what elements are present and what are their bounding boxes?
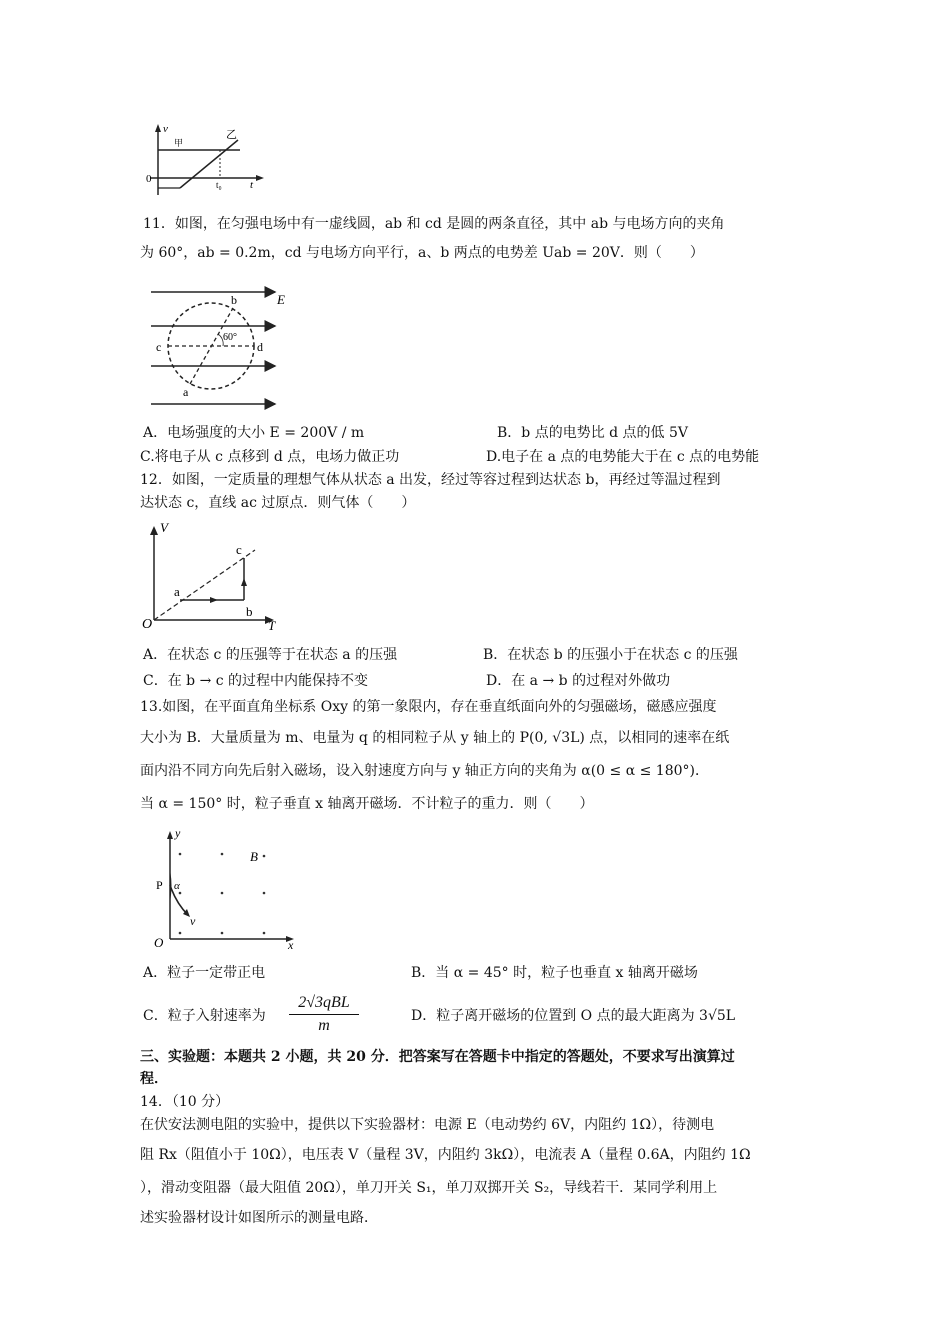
- q13-fig-P: P: [156, 878, 163, 892]
- vt-x-label: t: [250, 179, 254, 191]
- q12-fig-T: T: [268, 618, 276, 632]
- q13-fig-y: y: [175, 826, 181, 840]
- q11-fig-b: b: [231, 293, 237, 307]
- q14-line4: 述实验器材设计如图所示的测量电路．: [140, 1210, 378, 1226]
- q12-vt-figure: [140, 520, 285, 632]
- q13-fig-v: v: [190, 914, 196, 928]
- q11-fig-E: E: [277, 292, 285, 307]
- q11-fig-c: c: [156, 340, 162, 354]
- fraction-denominator: m: [318, 1017, 330, 1034]
- q11-fig-angle: 60°: [223, 332, 237, 343]
- q13-stem-line3: 面内沿不同方向先后射入磁场，设入射速度方向与 y 轴正方向的夹角为 α(0 ≤ α ≤ 180°)．: [140, 763, 709, 779]
- q12-option-b: B．在状态 b 的压强小于在状态 c 的压强: [483, 647, 738, 663]
- q11-stem-line2: 为 60°，ab = 0.2m，cd 与电场方向平行，a、b 两点的电势差 Uab = 20V．则（ ）: [140, 245, 704, 261]
- q12-fig-a: a: [174, 584, 180, 599]
- fraction-numerator: 2√3qBL: [289, 994, 359, 1015]
- q13-option-c-prefix: C．粒子入射速率为: [143, 1008, 266, 1024]
- q11-option-d: D.电子在 a 点的电势能大于在 c 点的电势能: [486, 449, 760, 465]
- q11-stem-line1: 11．如图，在匀强电场中有一虚线圆，ab 和 cd 是圆的两条直径，其中 ab 与电场方向的夹角: [143, 216, 725, 232]
- q14-line3: ），滑动变阻器（最大阻值 20Ω），单刀开关 S₁，单刀双掷开关 S₂，导线若干．某同学利用上: [140, 1180, 718, 1196]
- vt-origin-label: 0: [146, 173, 152, 185]
- section3-heading-line1: 三、实验题：本题共 2 小题，共 20 分．把答案写在答题卡中指定的答题处，不要求写出演算过: [140, 1049, 735, 1065]
- q13-fig-B: B: [250, 849, 258, 864]
- q14-line2: 阻 Rx（阻值小于 10Ω），电压表 V（量程 3V，内阻约 3kΩ），电流表 A（量程 0.6A，内阻约 1Ω: [140, 1147, 751, 1163]
- q12-fig-V: V: [160, 520, 168, 535]
- vt-graph-figure: [140, 120, 270, 200]
- q13-stem-line1: 13.如图，在平面直角坐标系 Oxy 的第一象限内，存在垂直纸面向外的匀强磁场，磁感应强度: [140, 699, 717, 715]
- q13-option-c-fraction: [289, 994, 359, 1035]
- q12-option-c: C．在 b → c 的过程中内能保持不变: [143, 673, 369, 689]
- q14-line1: 在伏安法测电阻的实验中，提供以下实验器材：电源 E（电动势约 6V，内阻约 1Ω），待测电: [140, 1117, 715, 1133]
- q11-fig-d: d: [257, 340, 263, 354]
- q11-field-figure: [145, 284, 295, 410]
- q11-option-b: B．b 点的电势比 d 点的低 5V: [497, 425, 689, 441]
- q12-option-d: D．在 a → b 的过程对外做功: [486, 673, 671, 689]
- q13-stem-line4: 当 α = 150° 时，粒子垂直 x 轴离开磁场．不计粒子的重力．则（ ）: [140, 796, 594, 812]
- q13-option-b: B．当 α = 45° 时，粒子也垂直 x 轴离开磁场: [411, 965, 698, 981]
- q11-option-c: C.将电子从 c 点移到 d 点，电场力做正功: [140, 449, 400, 465]
- q13-fig-O: O: [154, 935, 164, 950]
- q13-stem-line2: 大小为 B．大量质量为 m、电量为 q 的相同粒子从 y 轴上的 P(0, √3L) 点，以相同的速率在纸: [140, 730, 730, 746]
- q13-field-figure: [150, 823, 310, 951]
- q13-option-a: A．粒子一定带正电: [143, 965, 266, 981]
- q11-option-a: A．电场强度的大小 E = 200V / m: [143, 425, 365, 441]
- q12-fig-O: O: [142, 617, 153, 632]
- q14-heading: 14．（10 分）: [140, 1094, 230, 1110]
- q11-fig-a: a: [183, 385, 189, 399]
- section3-heading-line2: 程．: [140, 1071, 168, 1087]
- q13-fig-x: x: [288, 938, 294, 951]
- q12-option-a: A．在状态 c 的压强等于在状态 a 的压强: [143, 647, 398, 663]
- vt-line2-label: 乙: [226, 129, 237, 141]
- q13-fig-alpha: α: [174, 880, 180, 892]
- vt-line1-label: 甲: [174, 138, 184, 148]
- q12-stem-line2: 达状态 c，直线 ac 过原点．则气体（ ）: [140, 495, 416, 511]
- vt-y-label: v: [163, 123, 168, 135]
- q12-stem-line1: 12．如图，一定质量的理想气体从状态 a 出发，经过等容过程到达状态 b，再经过等温过程到: [140, 472, 721, 488]
- q12-fig-c: c: [236, 542, 242, 557]
- q13-option-d: D．粒子离开磁场的位置到 O 点的最大距离为 3√5L: [411, 1008, 736, 1024]
- q12-fig-b: b: [246, 604, 253, 619]
- vt-t0-label: t₀: [216, 180, 222, 190]
